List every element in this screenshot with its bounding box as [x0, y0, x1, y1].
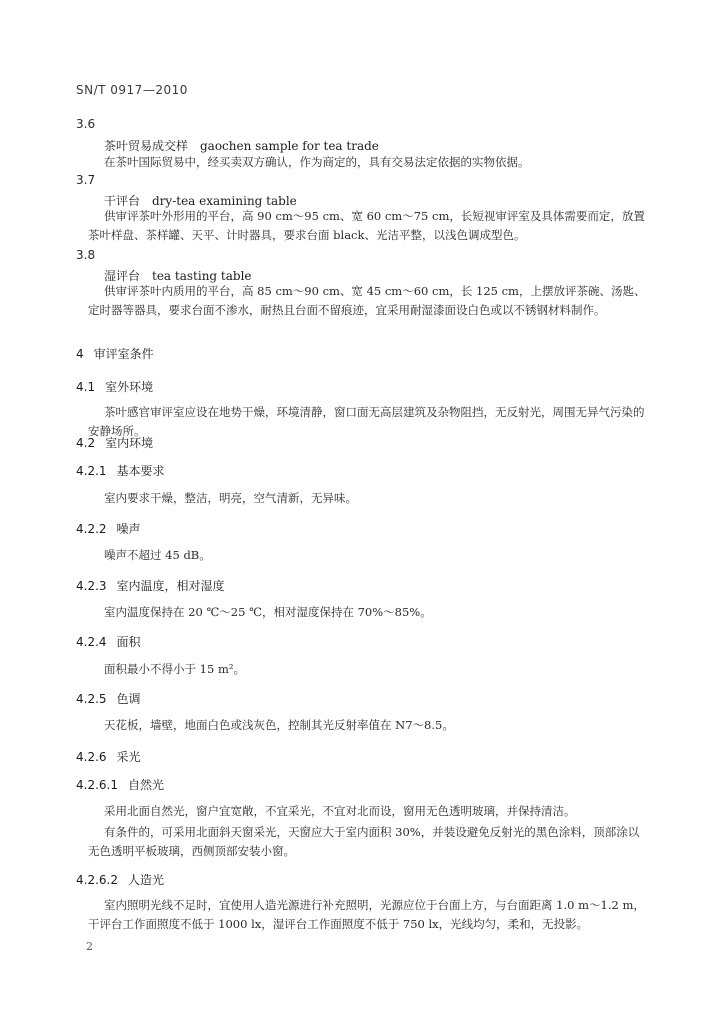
section-heading: 4.2.5 色调: [76, 692, 141, 706]
clause-number: 3.8: [76, 248, 96, 262]
term-heading: 干评台 dry-tea examining table: [104, 194, 297, 208]
section-heading: 4.2.4 面积: [76, 635, 141, 649]
section-heading: 4.2.6 采光: [76, 750, 141, 764]
clause-number: 3.7: [76, 173, 96, 187]
section-heading: 4.2.3 室内温度，相对湿度: [76, 579, 225, 593]
term-heading: 茶叶贸易成交样 gaochen sample for tea trade: [104, 139, 379, 153]
section-text: 面积最小不得小于 15 m²。: [104, 662, 245, 676]
section-heading: 4.2.6.2 人造光: [76, 873, 164, 887]
section-text: 噪声不超过 45 dB。: [104, 548, 211, 562]
section-text: 室内温度保持在 20 ℃～25 ℃，相对湿度保持在 70%～85%。: [104, 605, 432, 619]
definition-text: 供审评茶叶内质用的平台，高 85 cm～90 cm、宽 45 cm～60 cm，长 125 cm，上摆放评茶碗、汤匙、定时器等器具，要求台面不渗水，耐热且台面不留痕迹，宜采用耐湿漆面设白色或以不锈钢材料制作。: [88, 284, 646, 317]
section-heading: 4.1 室外环境: [76, 380, 154, 394]
section-text: 有条件的，可采用北面斜天窗采光，天窗应大于室内面积 30%，并装设避免反射光的黑色涂料，顶部涂以无色透明平板玻璃，西侧顶部安装小窗。: [88, 825, 640, 858]
standard-code-header: SN/T 0917—2010: [76, 83, 188, 97]
clause-number: 3.6: [76, 117, 96, 131]
section-heading: 4 审评室条件: [76, 347, 154, 361]
definition-text: 在茶叶国际贸易中，经买卖双方确认，作为商定的，具有交易法定依据的实物依据。: [104, 155, 530, 169]
section-heading: 4.2 室内环境: [76, 436, 154, 450]
page-number: 2: [86, 940, 93, 953]
section-heading: 4.2.2 噪声: [76, 522, 141, 536]
section-heading: 4.2.1 基本要求: [76, 464, 165, 478]
section-text: 采用北面自然光，窗户宜宽敞，不宜采光，不宜对北而设，窗用无色透明玻璃，并保持清洁。: [104, 804, 576, 818]
term-heading: 湿评台 tea tasting table: [104, 269, 252, 283]
section-text: 室内要求干燥，整洁，明亮，空气清新，无异味。: [104, 491, 357, 505]
definition-text: 供审评茶叶外形用的平台，高 90 cm～95 cm、宽 60 cm～75 cm，长短视审评室及具体需要而定，放置茶叶样盘、茶样罐、天平、计时器具，要求台面 black、光洁平整，以浅色调成型色。: [88, 209, 645, 242]
section-text: 室内照明光线不足时，宜使用人造光源进行补充照明，光源应位于台面上方，与台面距离 1.0 m～1.2 m，干评台工作面照度不低于 1000 lx，湿评台工作面照度不低于 750 lx，光线均匀，柔和，无投影。: [88, 898, 645, 931]
section-heading: 4.2.6.1 自然光: [76, 778, 164, 792]
section-text: 天花板，墙壁，地面白色或浅灰色，控制其光反射率值在 N7～8.5。: [104, 718, 454, 732]
section-text: 茶叶感官审评室应设在地势干燥，环境清静，窗口面无高层建筑及杂物阻挡，无反射光，周围无异气污染的安静场所。: [88, 405, 645, 438]
